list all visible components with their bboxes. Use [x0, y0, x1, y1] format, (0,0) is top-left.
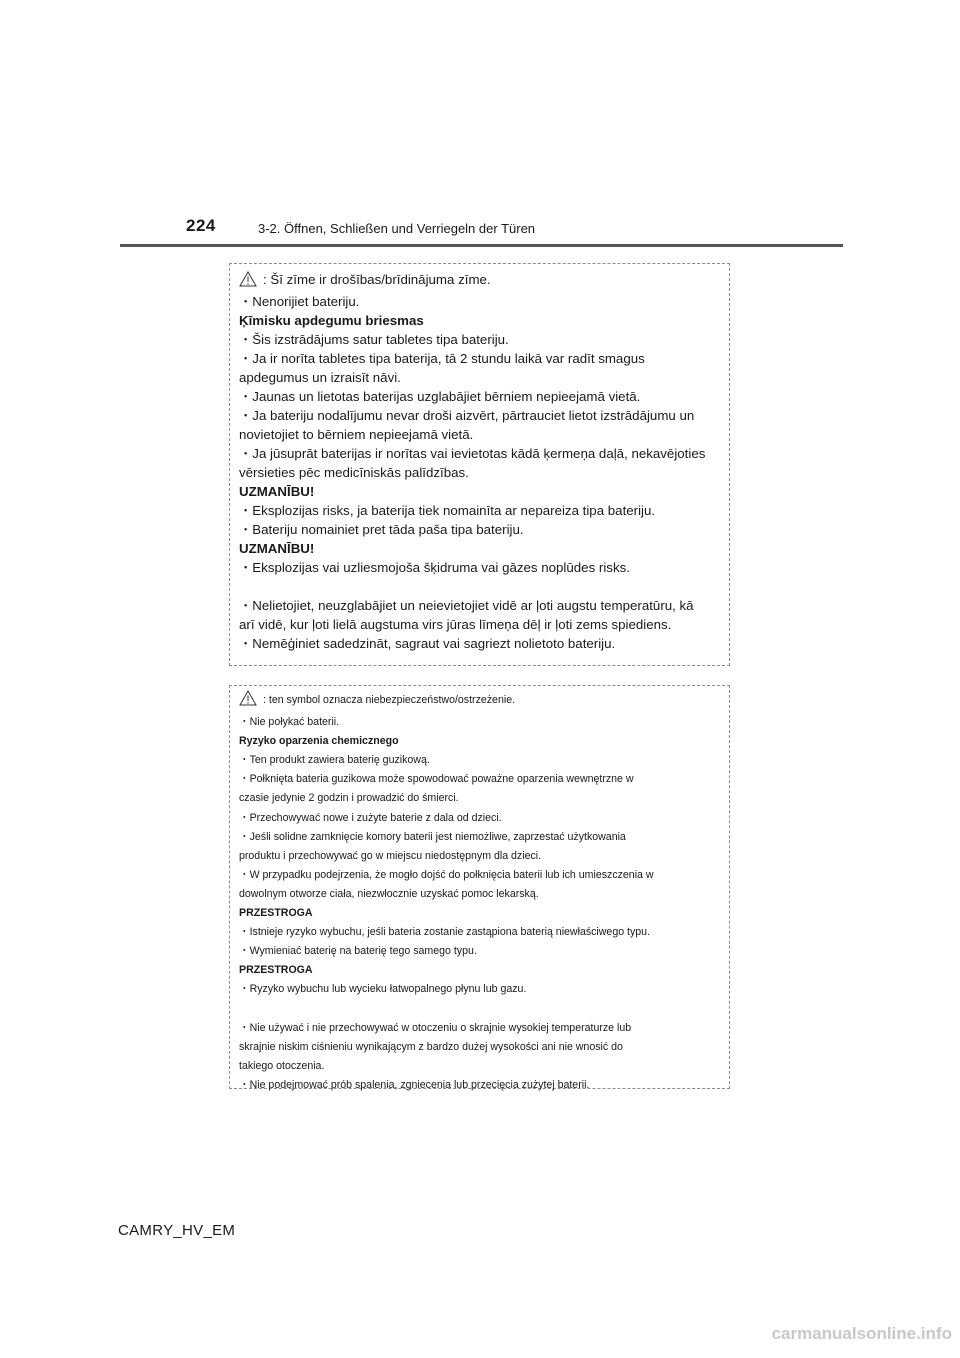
warning-line: czasie jedynie 2 godzin i prowadzić do śmierci. — [239, 792, 459, 805]
warning-line: ・Nie podejmować prób spalenia, zgniecenia lub przecięcia zużytej baterii. — [239, 1078, 590, 1091]
warning-box-polish — [229, 685, 730, 1089]
warning-line: ・Ja ir norīta tabletes tipa baterija, tā 2 stundu laikā var radīt smagus — [239, 351, 645, 366]
warning-line — [239, 270, 719, 292]
warning-line: ・Šis izstrādājums satur tabletes tipa bateriju. — [239, 332, 509, 347]
warning-line: ・Nemēģiniet sadedzināt, sagraut vai sagriezt nolietoto bateriju. — [239, 636, 616, 651]
warning-line: ・Ja jūsuprāt baterijas ir norītas vai ievietotas kādā ķermeņa daļā, nekavējoties — [239, 446, 706, 461]
warning-line: novietojiet to bērniem nepieejamā vietā. — [239, 427, 474, 442]
section-title: 3-2. Öffnen, Schließen und Verriegeln der Türen — [258, 221, 536, 236]
warning-line: ・Połknięta bateria guzikowa może spowodować poważne oparzenia wewnętrzne w — [239, 773, 634, 786]
warning-line: vērsieties pēc medicīniskās palīdzības. — [239, 465, 469, 480]
caution-heading: PRZESTROGA — [239, 964, 313, 977]
warning-line: skrajnie niskim ciśnieniu wynikającym z bardzo dużej wysokości ani nie wnosić do — [239, 1040, 623, 1053]
warning-line: produktu i przechowywać go w miejscu niedostępnym dla dzieci. — [239, 849, 542, 862]
warning-line: ・Eksplozijas vai uzliesmojoša šķidruma vai gāzes noplūdes risks. — [239, 560, 630, 575]
caution-heading: PRZESTROGA — [239, 907, 313, 920]
model-code: CAMRY_HV_EM — [118, 1222, 236, 1239]
warning-line: ・Jeśli solidne zamknięcie komory baterii jest niemożliwe, zaprzestać użytkowania — [239, 830, 626, 843]
warning-line: ・Jaunas un lietotas baterijas uzglabājiet bērniem nepieejamā vietā. — [239, 389, 641, 404]
warning-line: ・Przechowywać nowe i zużyte baterie z dala od dzieci. — [239, 811, 502, 824]
blank-line — [239, 1000, 719, 1019]
warning-line: ・Ja bateriju nodalījumu nevar droši aizvērt, pārtrauciet lietot izstrādājumu un — [239, 408, 695, 423]
warning-line: ・Bateriju nomainiet pret tāda paša tipa bateriju. — [239, 522, 524, 537]
warning-line: ・W przypadku podejrzenia, że mogło dojść do połknięcia baterii lub ich umieszczenia w — [239, 868, 654, 881]
warning-line — [239, 690, 719, 713]
warning-line: ・Eksplozijas risks, ja baterija tiek nomainīta ar nepareiza tipa bateriju. — [239, 503, 656, 518]
warning-line: ・Nie używać i nie przechowywać w otoczeniu o skrajnie wysokiej temperaturze lub — [239, 1021, 632, 1034]
warning-line: apdegumus un izraisīt nāvi. — [239, 370, 401, 385]
warning-line: ・Istnieje ryzyko wybuchu, jeśli bateria zostanie zastąpiona baterią niewłaściwego typu. — [239, 926, 651, 939]
warning-heading: Ķīmisku apdegumu briesmas — [239, 313, 424, 328]
warning-line: ・Ten produkt zawiera baterię guzikową. — [239, 754, 430, 767]
warning-heading: Ryzyko oparzenia chemicznego — [239, 735, 399, 748]
warning-box-latvian — [229, 263, 730, 666]
watermark: carmanualsonline.info — [771, 1324, 952, 1343]
warning-line: arī vidē, kur ļoti lielā augstuma virs jūras līmeņa dēļ ir ļoti zems spiediens. — [239, 617, 672, 632]
header-rule — [120, 244, 843, 247]
page-number: 224 — [186, 216, 216, 235]
warning-line: ・Ryzyko wybuchu lub wycieku łatwopalnego płynu lub gazu. — [239, 983, 527, 996]
warning-triangle-icon — [239, 690, 257, 713]
caution-heading: UZMANĪBU! — [239, 484, 315, 499]
warning-line: ・Nenorijiet bateriju. — [239, 294, 360, 309]
warning-symbol-text: : ten symbol oznacza niebezpieczeństwo/ostrzeżenie. — [263, 694, 516, 706]
warning-triangle-icon — [239, 271, 257, 292]
warning-line: ・Wymieniać baterię na baterię tego samego typu. — [239, 945, 477, 958]
warning-line: ・Nelietojiet, neuzglabājiet un neievietojiet vidē ar ļoti augstu temperatūru, kā — [239, 598, 694, 613]
warning-symbol-text: : Šī zīme ir drošības/brīdinājuma zīme. — [263, 272, 491, 287]
warning-line: takiego otoczenia. — [239, 1059, 325, 1072]
blank-line — [239, 577, 719, 596]
caution-heading: UZMANĪBU! — [239, 541, 315, 556]
warning-line: ・Nie połykać baterii. — [239, 716, 340, 729]
warning-line: dowolnym otworze ciała, niezwłocznie uzyskać pomoc lekarską. — [239, 887, 539, 900]
